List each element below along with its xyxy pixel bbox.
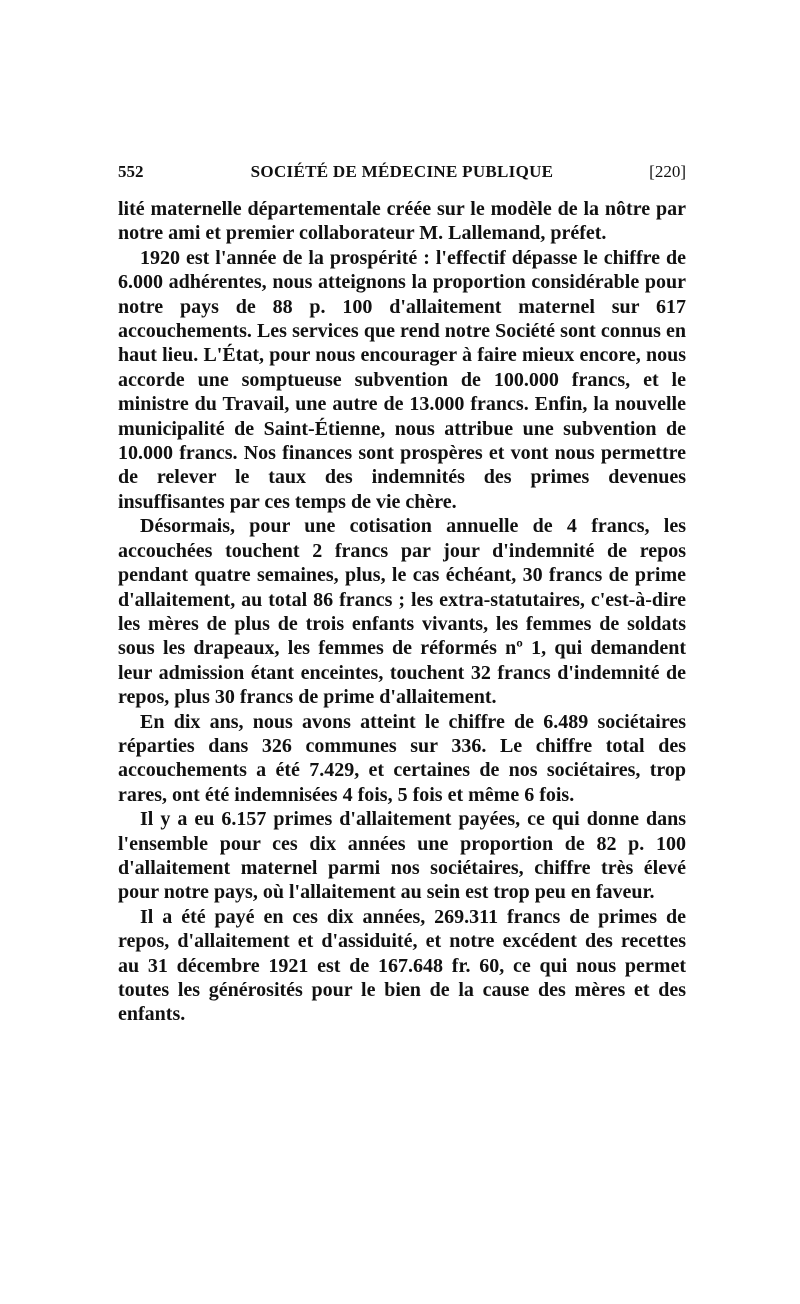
body-text	[118, 197, 686, 1027]
paragraph-cotisation: Désormais, pour une cotisation annuelle de 4 francs, les accouchées touchent 2 francs par jour d'indemnité de repos pendant quatre semaines, plus, le cas échéant, 30 francs de prime d'allaitement, au total 86 francs ; les extra-statutaires, c'est-à-dire les mères de plus de trois enfants vivants, les femmes de soldats sous les drapeaux, les femmes de réformés nº 1, qui demandent leur admission étant enceintes, touchent 32 francs d'indemnité de repos, plus 30 francs de prime d'allaitement.	[118, 515, 686, 709]
running-title: SOCIÉTÉ DE MÉDECINE PUBLIQUE	[250, 162, 554, 181]
paragraph-payments: Il a été payé en ces dix années, 269.311 francs de primes de repos, d'allaitement et d'assiduité, et notre excédent des recettes au 31 décembre 1921 est de 167.648 fr. 60, ce qui nous permet toutes les générosités pour le bien de la cause des mères et des enfants.	[118, 905, 686, 1026]
paragraph-primes: Il y a eu 6.157 primes d'allaitement payées, ce qui donne dans l'ensemble pour ces dix années une proportion de 82 p. 100 d'allaitement maternel parmi nos sociétaires, chiffre très élevé pour notre pays, où l'allaitement au sein est trop peu en faveur.	[118, 808, 686, 904]
paragraph-continuation: lité maternelle départementale créée sur le modèle de la nôtre par notre ami et premier collaborateur M. Lallemand, préfet.	[118, 198, 686, 245]
running-header	[118, 158, 686, 186]
paragraph-prosperity: 1920 est l'année de la prospérité : l'effectif dépasse le chiffre de 6.000 adhérentes, nous atteignons la proportion considérable pour notre pays de 88 p. 100 d'allaitement maternel sur 617 accouchements. Les services que rend notre Société sont connus en haut lieu. L'État, pour nous encourager à faire mieux encore, nous accorde une somptueuse subvention de 100.000 francs, et le ministre du Travail, une autre de 13.000 francs. Enfin, la nouvelle municipalité de Saint-Étienne, nous attribue une subvention de 10.000 francs. Nos finances sont prospères et vont nous permettre de relever le taux des indemnités des primes devenues insuffisantes par ces temps de vie chère.	[118, 246, 686, 513]
page-number: 552	[118, 162, 144, 181]
bracketed-page-reference: [220]	[649, 162, 686, 181]
paragraph-ten-years: En dix ans, nous avons atteint le chiffre de 6.489 sociétaires réparties dans 326 communes sur 336. Le chiffre total des accouchements a été 7.429, et certaines de nos sociétaires, trop rares, ont été indemnisées 4 fois, 5 fois et même 6 fois.	[118, 710, 686, 806]
